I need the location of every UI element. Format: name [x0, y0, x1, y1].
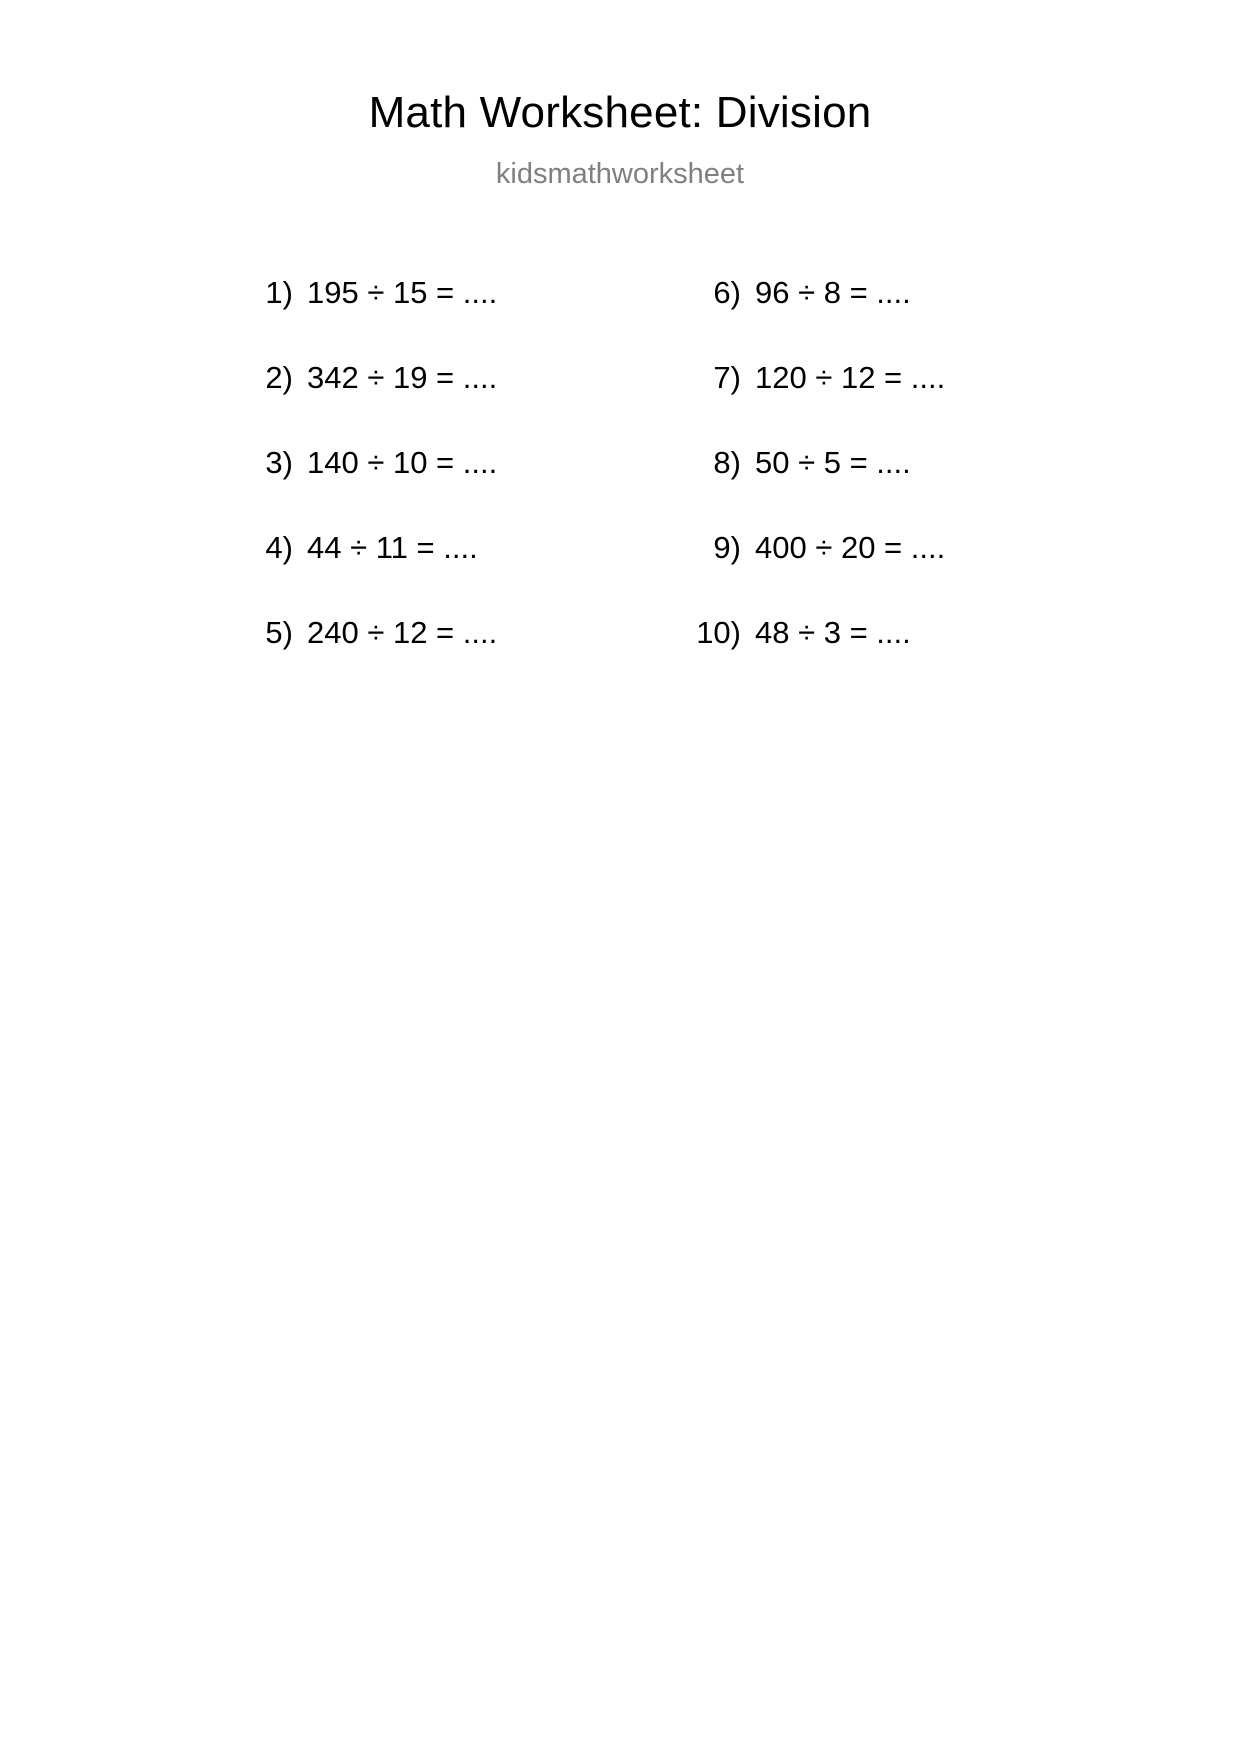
problem-expression: 400 ÷ 20 = ....: [755, 530, 946, 566]
problem-number: 4): [265, 530, 293, 566]
problem-column-right: [675, 277, 1005, 702]
problem-number: 9): [713, 530, 741, 566]
problem-item: [235, 362, 565, 447]
problem-number: 5): [265, 615, 293, 651]
problem-item: [235, 277, 565, 362]
problem-column-left: [235, 277, 565, 702]
problem-item: [675, 532, 1005, 617]
problem-expression: 342 ÷ 19 = ....: [307, 360, 498, 396]
problem-item: [235, 532, 565, 617]
problem-item: [675, 277, 1005, 362]
problem-number: 1): [265, 275, 293, 311]
problem-expression: 195 ÷ 15 = ....: [307, 275, 498, 311]
problem-number: 3): [265, 445, 293, 481]
problem-expression: 96 ÷ 8 = ....: [755, 275, 911, 311]
page-title: Math Worksheet: Division: [368, 88, 872, 137]
problem-item: [235, 447, 565, 532]
problem-expression: 120 ÷ 12 = ....: [755, 360, 946, 396]
problem-item: [235, 617, 565, 702]
problem-expression: 48 ÷ 3 = ....: [755, 615, 911, 651]
problem-item: [675, 447, 1005, 532]
page-subtitle: kidsmathworksheet: [495, 157, 745, 190]
problem-number: 8): [713, 445, 741, 481]
problem-list: [0, 277, 1240, 702]
problem-expression: 50 ÷ 5 = ....: [755, 445, 911, 481]
problem-expression: 44 ÷ 11 = ....: [307, 530, 478, 566]
problem-number: 2): [265, 360, 293, 396]
problem-expression: 140 ÷ 10 = ....: [307, 445, 498, 481]
problem-item: [675, 362, 1005, 447]
problem-number: 10): [696, 615, 741, 651]
problem-expression: 240 ÷ 12 = ....: [307, 615, 498, 651]
problem-number: 7): [713, 360, 741, 396]
problem-item: [675, 617, 1005, 702]
problem-number: 6): [713, 275, 741, 311]
